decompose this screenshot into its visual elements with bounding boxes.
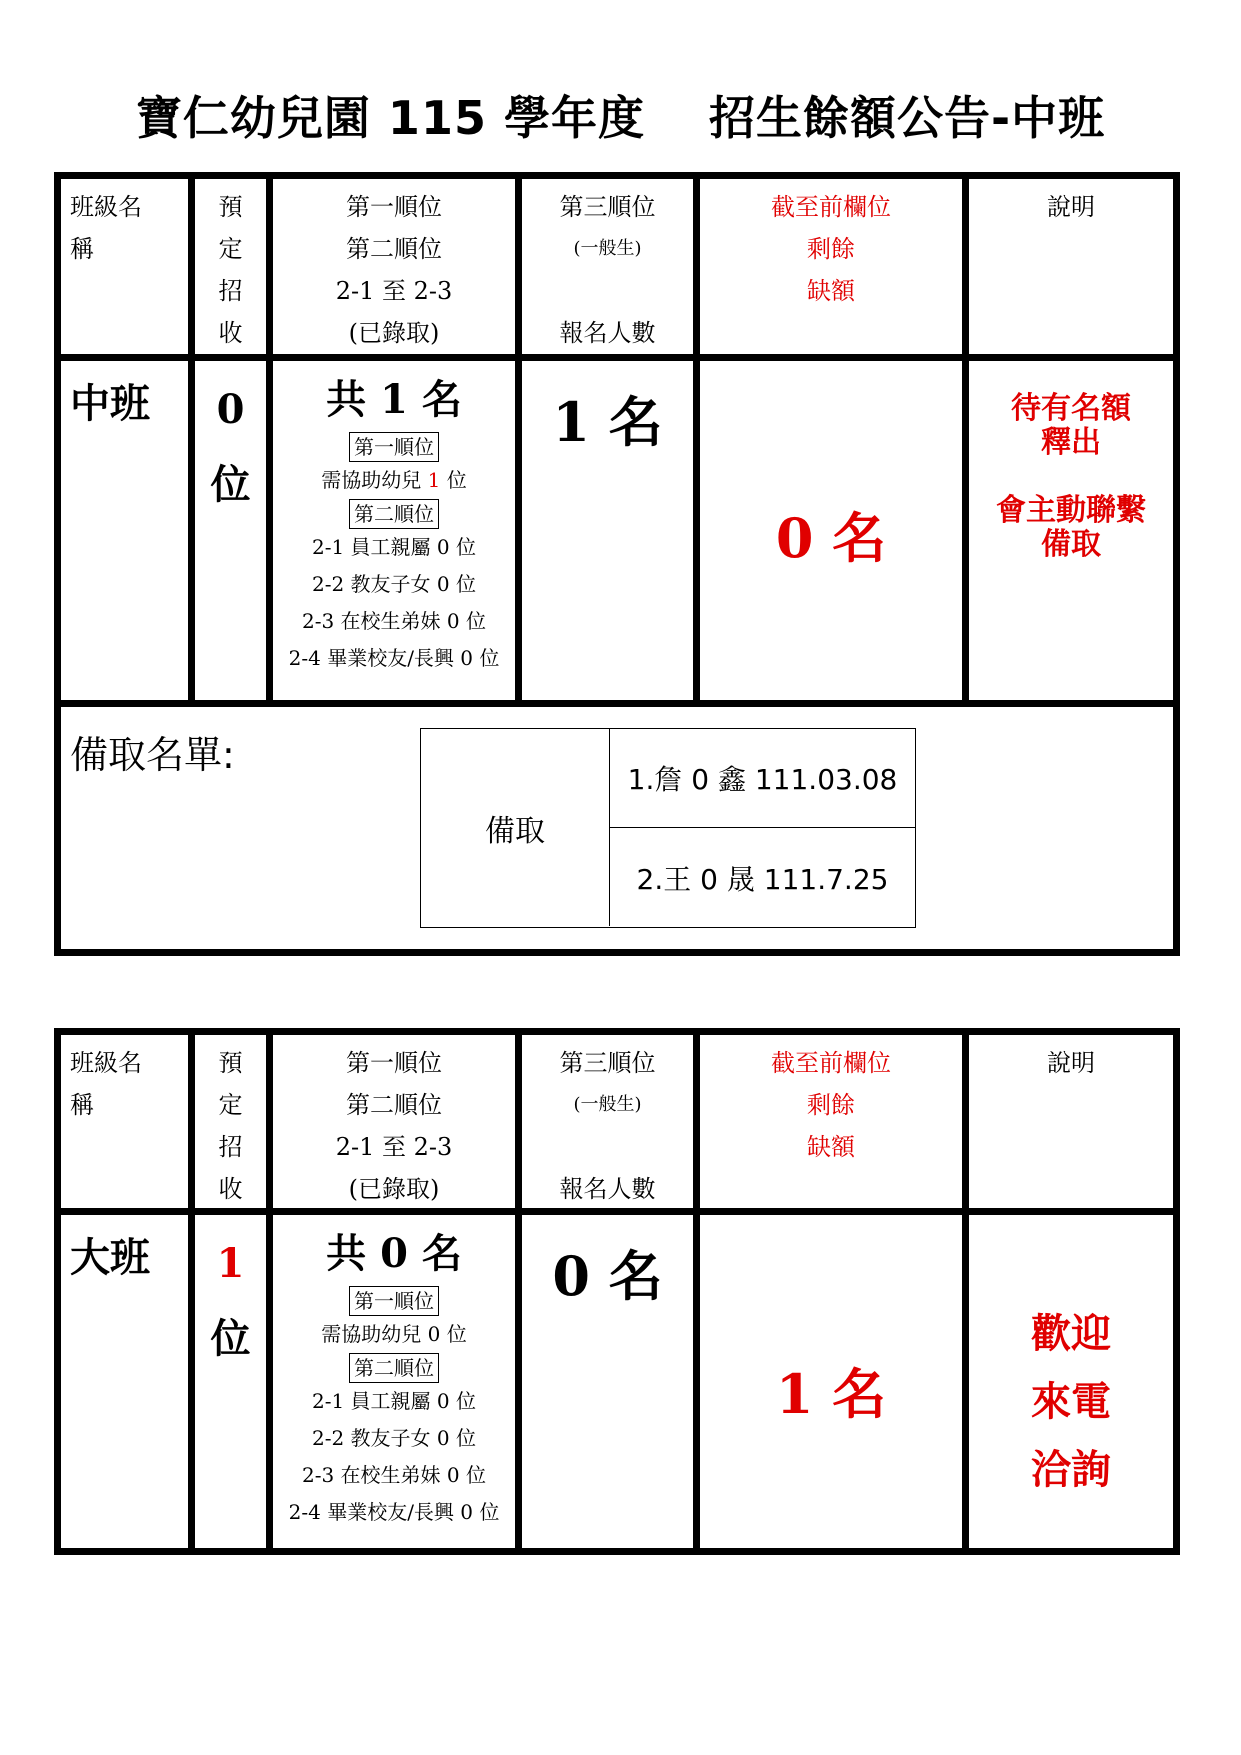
priority-2-label: 第二順位 bbox=[349, 1353, 439, 1383]
planned-seats: 0 位 bbox=[210, 386, 251, 508]
header-priority-1-2: 第一順位 第二順位 2-1 至 2-3 (已錄取) bbox=[335, 193, 453, 347]
planned-seats: 1 位 bbox=[210, 1240, 251, 1362]
note-text: 待有名額 釋出 會主動聯繫 備取 bbox=[996, 391, 1146, 562]
priority-3-count: 0 名 bbox=[552, 1244, 663, 1308]
remaining-count: 1 名 bbox=[775, 1362, 887, 1426]
header-remaining: 截至前欄位 剩餘 缺額 bbox=[771, 193, 891, 305]
class-name: 中班 bbox=[70, 380, 150, 427]
class-name: 大班 bbox=[70, 1234, 150, 1281]
header-remaining: 截至前欄位 剩餘 缺額 bbox=[771, 1049, 891, 1161]
note-text: 歡迎 來電 洽詢 bbox=[1031, 1310, 1111, 1493]
header-planned: 預 定 招 收 bbox=[218, 193, 243, 347]
priority-1-2-cell: 共 1 名 第一順位 需協助幼兒 1 位 第二順位 2-1 員工親屬 0 位 2-2 教友子女 0 位 2-3 在校生弟妹 0 位 2-4 畢業校友/長興 0 位 bbox=[288, 376, 500, 670]
priority-1-label: 第一順位 bbox=[349, 1286, 439, 1316]
header-priority-3: 第三順位 (一般生) 報名人數 bbox=[559, 1049, 656, 1203]
header-class-name: 班級名 稱 bbox=[70, 193, 142, 263]
waitlist-entry: 2.王 0 晟 111.7.25 bbox=[636, 862, 889, 896]
waitlist-table bbox=[420, 728, 916, 928]
header-note: 說明 bbox=[1047, 193, 1095, 221]
priority-1-2-cell: 共 0 名 第一順位 需協助幼兒 0 位 第二順位 2-1 員工親屬 0 位 2-2 教友子女 0 位 2-3 在校生弟妹 0 位 2-4 畢業校友/長興 0 位 bbox=[288, 1230, 500, 1524]
priority-3-count: 1 名 bbox=[552, 390, 663, 454]
waitlist-label: 備取名單: bbox=[70, 733, 235, 777]
header-planned: 預 定 招 收 bbox=[218, 1049, 243, 1203]
header-note: 說明 bbox=[1047, 1049, 1095, 1077]
remaining-count: 0 名 bbox=[775, 506, 887, 570]
header-priority-3: 第三順位 (一般生) 報名人數 bbox=[559, 193, 656, 347]
page-title: 寶仁幼兒園 115 學年度 招生餘額公告-中班 bbox=[135, 91, 1106, 145]
header-class-name: 班級名 稱 bbox=[70, 1049, 142, 1119]
priority-1-label: 第一順位 bbox=[349, 432, 439, 462]
waitlist-entry: 1.詹 0 鑫 111.03.08 bbox=[610, 729, 915, 828]
header-priority-1-2: 第一順位 第二順位 2-1 至 2-3 (已錄取) bbox=[335, 1049, 453, 1203]
priority-2-label: 第二順位 bbox=[349, 499, 439, 529]
waitlist-box-label: 備取 bbox=[421, 729, 610, 926]
